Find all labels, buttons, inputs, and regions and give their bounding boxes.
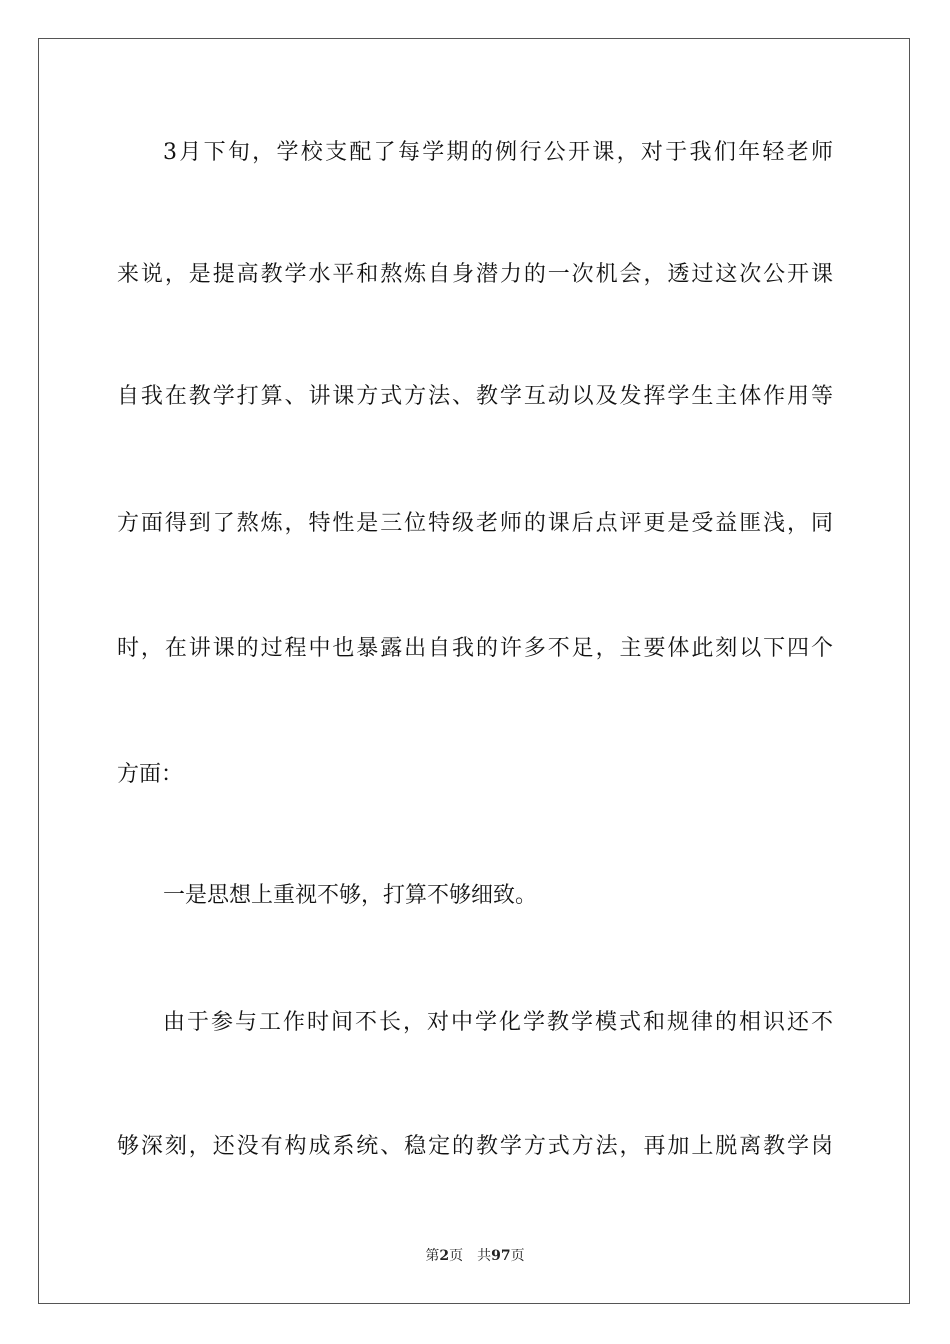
- paragraph-line: 自我在教学打算、讲课方式方法、教学互动以及发挥学生主体作用等: [117, 384, 833, 409]
- paragraph-line: 够深刻，还没有构成系统、稳定的教学方式方法，再加上脱离教学岗: [117, 1134, 833, 1159]
- paragraph-line: 一是思想上重视不够，打算不够细致。: [163, 883, 538, 908]
- paragraph-line: 时，在讲课的过程中也暴露出自我的许多不足，主要体此刻以下四个: [117, 636, 833, 661]
- paragraph-line: 来说，是提高教学水平和熬炼自身潜力的一次机会，透过这次公开课: [117, 262, 833, 287]
- page-border: [38, 38, 910, 1304]
- paragraph-line: 方面得到了熬炼，特性是三位特级老师的课后点评更是受益匪浅，同: [117, 511, 833, 536]
- paragraph-line: 方面：: [117, 762, 184, 787]
- paragraph-line: 由于参与工作时间不长，对中学化学教学模式和规律的相识还不: [163, 1010, 833, 1035]
- total-pages: 共97页: [477, 1248, 525, 1264]
- page-indicator: 第2页: [425, 1248, 464, 1264]
- page-footer: [0, 1247, 950, 1265]
- paragraph-line: 3月下旬，学校支配了每学期的例行公开课，对于我们年轻老师: [163, 140, 833, 165]
